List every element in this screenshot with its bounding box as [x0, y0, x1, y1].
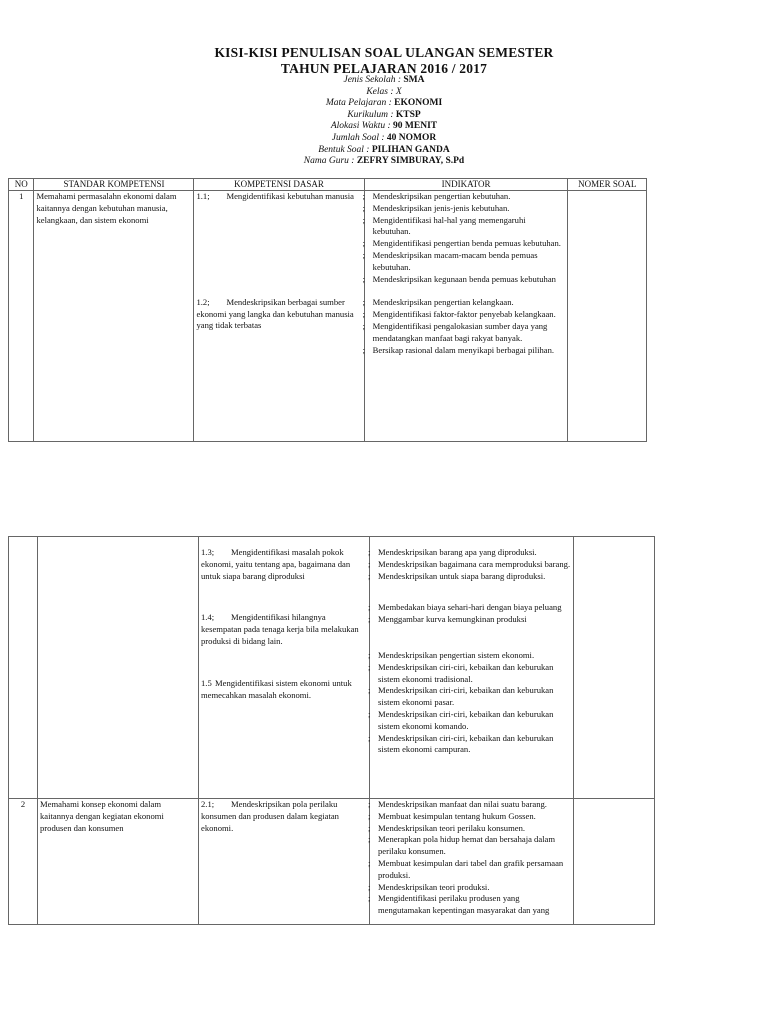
indikator-item: ; Mendeskripsikan manfaat dan nilai suatu barang. [372, 799, 571, 811]
table-row [9, 537, 655, 799]
indikator-item: ; Mendeskripsikan ciri-ciri, kebaikan dan keburukan sistem ekonomi campuran. [372, 733, 571, 757]
indikator-list [372, 547, 571, 582]
indikator-item: ; Bersikap rasional dalam menyikapi berbagai pilihan. [367, 345, 566, 357]
indikator-item: ; Mendeskripsikan ciri-ciri, kebaikan dan keburukan sistem ekonomi komando. [372, 709, 571, 733]
indikator-item: ; Mendeskripsikan teori perilaku konsumen. [372, 823, 571, 835]
cell-nomer-soal [574, 799, 655, 925]
cell-kompetensi-dasar [194, 191, 364, 442]
indikator-item: ; Mendeskripsikan untuk siapa barang diproduksi. [372, 571, 571, 583]
indikator-item: ; Mendeskripsikan pengertian sistem ekonomi. [372, 650, 571, 662]
indikator-item: ; Membuat kesimpulan dari tabel dan grafik persamaan produksi. [372, 858, 571, 882]
indikator-item: ; Mengidentifikasi hal-hal yang memengaruhi kebutuhan. [367, 215, 566, 239]
indikator-item: ; Mengidentifikasi pengertian benda pemuas kebutuhan. [367, 238, 566, 250]
kisi-kisi-table-page2 [8, 536, 655, 925]
column-header-indikator: INDIKATOR [364, 179, 568, 191]
cell-nomer-soal [568, 191, 647, 442]
meta-jenis-sekolah: Jenis Sekolah : SMA [343, 75, 425, 85]
indikator-item: ; Mendeskripsikan jenis-jenis kebutuhan. [367, 203, 566, 215]
cell-nomer-soal [574, 537, 655, 799]
indikator-list [367, 297, 566, 356]
table-header-row [9, 179, 647, 191]
indikator-item: ; Menerapkan pola hidup hemat dan bersahaja dalam perilaku konsumen. [372, 834, 571, 858]
meta-bentuk-soal: Bentuk Soal : PILIHAN GANDA [318, 144, 450, 155]
kd-item: 1.2; Mendeskripsikan berbagai sumber ekonomi yang langka dan kebutuhan manusia yang tidak terbatas [196, 296, 354, 331]
meta-nama-guru: Nama Guru : ZEFRY SIMBURAY, S.Pd [303, 156, 465, 167]
indikator-item: ; Membedakan biaya sehari-hari dengan biaya peluang [372, 602, 571, 614]
kd-item: 1.5 Mengidentifikasi sistem ekonomi untuk memecahkan masalah ekonomi. [201, 677, 352, 700]
indikator-item: ; Mendeskripsikan teori produksi. [372, 882, 571, 894]
column-header-nomer-soal: NOMER SOAL [568, 179, 647, 191]
indikator-item: ; Membuat kesimpulan tentang hukum Gossen. [372, 811, 571, 823]
document-title: KISI-KISI PENULISAN SOAL ULANGAN SEMESTER [214, 45, 554, 60]
column-header-kompetensi-dasar: KOMPETENSI DASAR [194, 179, 364, 191]
indikator-item: ; Mengidentifikasi perilaku produsen yang mengutamakan kepentingan masyarakat dan yang [372, 893, 571, 917]
cell-indikator [370, 799, 574, 925]
indikator-list [372, 602, 571, 626]
meta-kurikulum: Kurikulum : KTSP [347, 109, 421, 120]
table-row [9, 799, 655, 925]
indikator-item: ; Mengidentifikasi faktor-faktor penyebab kelangkaan. [367, 309, 566, 321]
cell-standar-kompetensi: Memahami konsep ekonomi dalam kaitannya dengan kegiatan ekonomi produsen dan konsumen [38, 799, 199, 925]
indikator-item: ; Mendeskripsikan pengertian kelangkaan. [367, 297, 566, 309]
kd-item: 1.4; Mengidentifikasi hilangnya kesempatan pada tenaga kerja bila melakukan produksi di bidang lain. [201, 612, 359, 646]
cell-standar-kompetensi [38, 537, 199, 799]
table-row [9, 191, 647, 442]
kd-item: 2.1; Mendeskripsikan pola perilaku konsumen dan produsen dalam kegiatan ekonomi. [201, 799, 339, 833]
cell-no: 2 [9, 799, 38, 925]
indikator-list [372, 650, 571, 756]
indikator-item: ; Mendeskripsikan macam-macam benda pemuas kebutuhan. [367, 250, 566, 274]
cell-indikator [370, 537, 574, 799]
kd-item: 1.1; Mengidentifikasi kebutuhan manusia [196, 191, 354, 201]
indikator-item: ; Mendeskripsikan barang apa yang diproduksi. [372, 547, 571, 559]
meta-mata-pelajaran: Mata Pelajaran : EKONOMI [325, 98, 443, 109]
indikator-item: ; Mengidentifikasi pengalokasian sumber daya yang mendatangkan manfaat bagi rakyat banyak. [367, 321, 566, 345]
indikator-item: ; Mendeskripsikan ciri-ciri, kebaikan dan keburukan sistem ekonomi pasar. [372, 685, 571, 709]
indikator-item: ; Mendeskripsikan pengertian kebutuhan. [367, 191, 566, 203]
kd-item: 1.3; Mengidentifikasi masalah pokok ekonomi, yaitu tentang apa, bagaimana dan untuk siapa barang diproduksi [201, 547, 351, 581]
column-header-standar-kompetensi: STANDAR KOMPETENSI [34, 179, 194, 191]
cell-no [9, 537, 38, 799]
document-meta [0, 75, 768, 168]
indikator-list [367, 191, 566, 285]
indikator-item: ; Menggambar kurva kemungkinan produksi [372, 614, 571, 626]
meta-alokasi-waktu: Alokasi Waktu : 90 MENIT [330, 121, 438, 132]
meta-kelas: Kelas : X [366, 86, 402, 97]
cell-standar-kompetensi: Memahami permasalahn ekonomi dalam kaitannya dengan kebutuhan manusia, kelangkaan, dan sistem ekonomi [34, 191, 194, 442]
kisi-kisi-table-page1 [8, 178, 647, 442]
cell-indikator [364, 191, 568, 442]
cell-kompetensi-dasar [199, 537, 370, 799]
indikator-list [372, 799, 571, 917]
indikator-item: ; Mendeskripsikan kegunaan benda pemuas kebutuhan [367, 274, 566, 286]
cell-kompetensi-dasar [199, 799, 370, 925]
indikator-item: ; Mendeskripsikan ciri-ciri, kebaikan dan keburukan sistem ekonomi tradisional. [372, 662, 571, 686]
meta-jumlah-soal: Jumlah Soal : 40 NOMOR [331, 132, 437, 143]
cell-no: 1 [9, 191, 34, 442]
column-header-no: NO [9, 179, 34, 191]
document-subtitle: TAHUN PELAJARAN 2016 / 2017 [280, 61, 488, 76]
indikator-item: ; Mendeskripsikan bagaimana cara memproduksi barang. [372, 559, 571, 571]
